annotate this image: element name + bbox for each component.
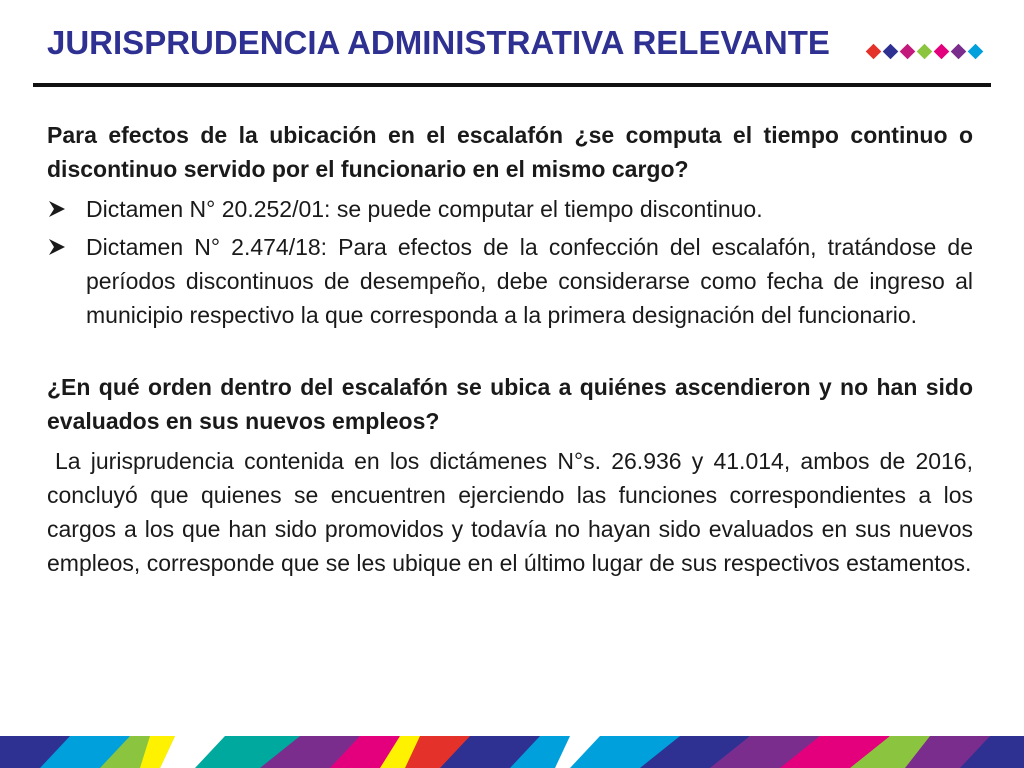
spacer (47, 336, 973, 370)
bullet-text: Dictamen N° 2.474/18: Para efectos de la confección del escalafón, tratándose de períodos discontinuos de desempeño, debe considerarse como fecha de ingreso al municipio respectivo la que corresponda a la primera designación del funcionario. (86, 234, 973, 328)
title-divider (33, 83, 991, 87)
diamond-icon (883, 44, 899, 60)
answer-2: La jurisprudencia contenida en los dictámenes N°s. 26.936 y 41.014, ambos de 2016, concluyó que quienes se encuentren ejerciendo las funciones correspondientes a los cargos a los que han sido promovidos y todavía no hayan sido evaluados en sus nuevos empleos, corresponde que se les ubique en el último lugar de sus respectivos estamentos. (47, 448, 973, 576)
diamond-icon (968, 44, 984, 60)
diamond-icon (866, 44, 882, 60)
diamond-icon (951, 44, 967, 60)
bullet-text: Dictamen N° 20.252/01: se puede computar el tiempo discontinuo. (86, 196, 763, 222)
diamond-icon (900, 44, 916, 60)
diamond-icon (934, 44, 950, 60)
arrow-bullet-icon (47, 192, 86, 226)
question-1: Para efectos de la ubicación en el escalafón ¿se computa el tiempo continuo o discontinuo servido por el funcionario en el mismo cargo? (47, 122, 973, 182)
decorative-bottom-band (0, 736, 1024, 768)
slide-body (47, 118, 973, 580)
bullet-item (47, 192, 973, 226)
diamond-icon (917, 44, 933, 60)
decorative-diamonds (866, 44, 994, 62)
arrow-bullet-icon (47, 230, 86, 264)
bullet-item (47, 230, 973, 332)
slide-title: JURISPRUDENCIA ADMINISTRATIVA RELEVANTE (47, 24, 830, 61)
question-2: ¿En qué orden dentro del escalafón se ubica a quiénes ascendieron y no han sido evaluados en sus nuevos empleos? (47, 374, 973, 434)
